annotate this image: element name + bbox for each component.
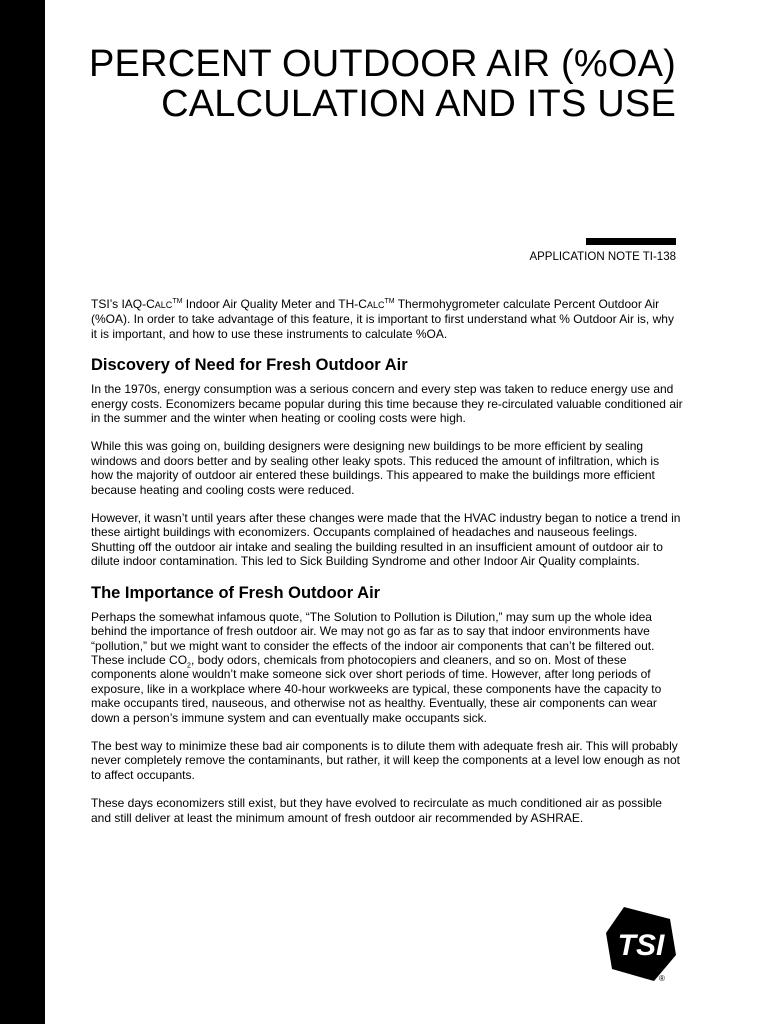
intro-paragraph [91,297,683,341]
intro-text-c: Thermohygrometer calculate Percent Outdoor Air (%OA). In order to take advantage of this feature, it is important to first understand what % Outdoor Air is, why it is important, and how to use these instruments to calculate %OA. [91,297,674,341]
section-2-paragraph-2: The best way to minimize these bad air components is to dilute them with adequate fresh air. This will probably never completely remove the contaminants, but rather, it will keep the components at a level low enough as not to affect occupants. [91,738,680,782]
logo-registered-mark: ® [659,974,665,983]
trademark-1: TM [172,298,183,305]
section-2-paragraph-1 [91,610,683,725]
intro-text-b: Indoor Air Quality Meter and TH-C [182,297,367,311]
title-line-2: CALCULATION AND ITS USE [161,83,676,125]
application-note-label: APPLICATION NOTE TI-138 [529,251,676,263]
document-body [91,297,683,839]
trademark-2: TM [384,298,395,305]
intro-smallcaps-a: ALC [154,300,173,310]
section-1-paragraph-3: However, it wasn’t until years after these changes were made that the HVAC industry began to notice a trend in these airtight buildings with economizers. Occupants complained of headaches and nauseous feelings. Shutting off the outdoor air intake and sealing the building resulted in an insufficient amount of outdoor air to dilute indoor contamination. This led to Sick Building Syndrome and other Indoor Air Quality complaints. [91,511,681,569]
page-title [60,44,676,124]
header-rule [586,238,676,245]
section-2-paragraph-3: These days economizers still exist, but they have evolved to recirculate as much conditioned air as possible and still deliver at least the minimum amount of fresh outdoor air recommended by ASHRAE. [91,796,662,825]
intro-text-a: TSI’s IAQ-C [91,297,155,311]
intro-smallcaps-b: ALC [366,300,385,310]
left-border-bar [0,0,45,1024]
co2-subscript: 2 [187,662,191,670]
tsi-logo [604,905,682,983]
tsi-logo-icon [604,905,682,983]
section-2-paragraph-1-a: Perhaps the somewhat infamous quote, “The Solution to Pollution is Dilution,” may sum up the whole idea behind the importance of fresh outdoor air. We may not go as far as to say that indoor environments have “pollution,” but we might want to consider the effects of the indoor air components that can’t be filtered out. These include CO [91,609,655,667]
section-2-paragraph-1-b: , body odors, chemicals from photocopiers and cleaners, and so on. Most of these components alone wouldn’t make someone sick over short periods of time. However, after long periods of exposure, like in a workplace where 40-hour workweeks are typical, these components have the capacity to make occupants tired, nauseous, and otherwise not as healthy. Eventually, these air components can wear down a person’s immune system and can eventually make occupants sick. [91,652,662,725]
section-1-heading: Discovery of Need for Fresh Outdoor Air [91,356,408,375]
section-2-heading: The Importance of Fresh Outdoor Air [91,583,381,602]
section-1-paragraph-2: While this was going on, building designers were designing new buildings to be more efficient by sealing windows and doors better and by sealing other leaky spots. This reduced the amount of infiltration, which is how the majority of outdoor air entered these buildings. This appeared to make the buildings more efficient because heating and cooling costs were reduced. [91,439,660,497]
logo-text: TSI [617,929,665,962]
section-1-paragraph-1: In the 1970s, energy consumption was a serious concern and every step was taken to reduce energy use and energy costs. Economizers became popular during this time because they re-circulated valuable conditioned air in the summer and the winter when heating or cooling costs were high. [91,382,683,426]
title-line-1: PERCENT OUTDOOR AIR (%OA) [88,43,676,85]
